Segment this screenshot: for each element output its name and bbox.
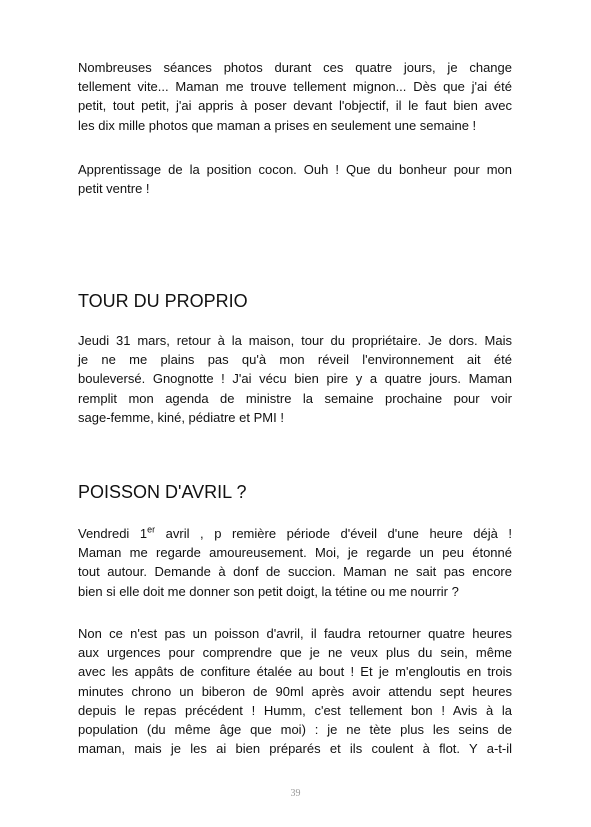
text-line: Apprentissage de la position cocon. Ouh ! Que du bonheur pour mon (78, 162, 512, 177)
paragraph-photo-sessions (78, 58, 512, 135)
text-line: maman, mais je les ai bien préparés et ils coulent à flot. Y a-t-il (78, 741, 512, 757)
text-line: bouleversé. Gnognotte ! J'ai vécu bien pire y a quatre jours. Maman (78, 371, 512, 387)
text-line: bien si elle doit me donner son petit doigt, la tétine ou me nourrir ? (78, 583, 459, 599)
section-heading-poisson-d-avril: POISSON D'AVRIL ? (78, 482, 247, 502)
text-line: tellement vite... Maman me trouve tellement mignon... Dès que j'ai été (78, 79, 512, 95)
text-line: population (du même âge que moi) : je ne tète plus les seins de (78, 722, 512, 738)
text-line: Nombreuses séances photos durant ces quatre jours, je change (78, 60, 512, 75)
paragraph-not-april-fool (78, 624, 512, 758)
paragraph-first-april (78, 524, 512, 601)
text-line: je ne me plains pas qu'à mon réveil l'environnement ait été (78, 352, 512, 368)
page-number: 39 (290, 788, 301, 799)
text-line: Vendredi 1er avril , p remière période d'éveil d'une heure déjà ! (78, 524, 512, 541)
text-line: Non ce n'est pas un poisson d'avril, il faudra retourner quatre heures (78, 626, 512, 641)
text-line: aux urgences pour comprendre que je ne veux plus du sein, même (78, 645, 512, 661)
text-line: petit, tout petit, j'ai appris à poser devant l'objectif, il le faut bien avec (78, 98, 512, 114)
section-heading-tour-du-proprio: TOUR DU PROPRIO (78, 291, 248, 311)
superscript-er: er (147, 524, 156, 535)
text-line: les dix mille photos que maman a prises en seulement une semaine ! (78, 117, 477, 133)
text-line: avec les appâts de confiture étalée au bout ! Et je m'engloutis en trois (78, 664, 512, 680)
text-line: sage-femme, kiné, pédiatre et PMI ! (78, 409, 284, 425)
paragraph-cocoon-position (78, 160, 512, 198)
text-line: depuis le repas précédent ! Humm, c'est tellement bon ! Avis à la (78, 702, 512, 718)
text-line: remplit mon agenda de ministre la semaine prochaine pour voir (78, 390, 512, 406)
text-line: minutes chrono un biberon de 90ml après avoir attendu sept heures (78, 683, 512, 699)
paragraph-return-home (78, 331, 512, 427)
text-line: tout autour. Demande à donf de succion. Maman ne sait pas encore (78, 564, 512, 580)
text-line: Maman me regarde amoureusement. Moi, je regarde un peu étonné (78, 545, 512, 561)
text-line: Jeudi 31 mars, retour à la maison, tour du propriétaire. Je dors. Mais (78, 333, 512, 348)
text-line: petit ventre ! (78, 181, 150, 197)
